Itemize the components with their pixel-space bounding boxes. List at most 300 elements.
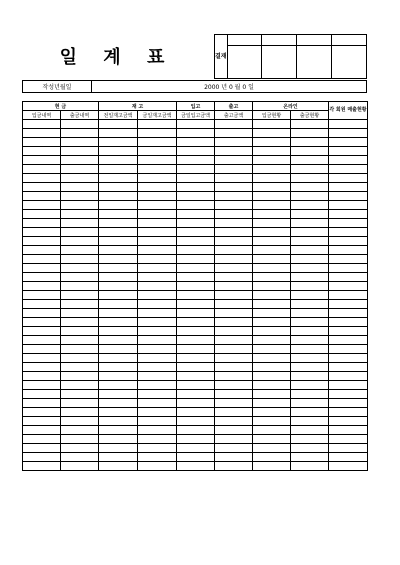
table-cell[interactable] bbox=[329, 417, 368, 426]
table-cell[interactable] bbox=[291, 192, 329, 201]
table-cell[interactable] bbox=[23, 453, 61, 462]
table-cell[interactable] bbox=[138, 381, 177, 390]
table-cell[interactable] bbox=[177, 291, 215, 300]
table-cell[interactable] bbox=[215, 291, 253, 300]
table-cell[interactable] bbox=[291, 408, 329, 417]
table-cell[interactable] bbox=[215, 381, 253, 390]
table-cell[interactable] bbox=[329, 129, 368, 138]
table-cell[interactable] bbox=[291, 453, 329, 462]
table-cell[interactable] bbox=[23, 183, 61, 192]
table-cell[interactable] bbox=[99, 174, 138, 183]
approval-sign-cell[interactable] bbox=[227, 46, 262, 79]
table-cell[interactable] bbox=[177, 399, 215, 408]
table-cell[interactable] bbox=[177, 435, 215, 444]
table-cell[interactable] bbox=[215, 183, 253, 192]
table-cell[interactable] bbox=[291, 129, 329, 138]
table-cell[interactable] bbox=[253, 255, 291, 264]
approval-sign-cell[interactable] bbox=[332, 46, 367, 79]
table-cell[interactable] bbox=[253, 183, 291, 192]
table-cell[interactable] bbox=[61, 435, 99, 444]
table-cell[interactable] bbox=[99, 138, 138, 147]
table-cell[interactable] bbox=[215, 390, 253, 399]
table-cell[interactable] bbox=[329, 237, 368, 246]
table-cell[interactable] bbox=[291, 444, 329, 453]
table-cell[interactable] bbox=[291, 327, 329, 336]
table-cell[interactable] bbox=[177, 129, 215, 138]
table-cell[interactable] bbox=[99, 237, 138, 246]
table-cell[interactable] bbox=[329, 291, 368, 300]
table-cell[interactable] bbox=[177, 417, 215, 426]
table-cell[interactable] bbox=[61, 309, 99, 318]
table-cell[interactable] bbox=[177, 309, 215, 318]
table-cell[interactable] bbox=[215, 327, 253, 336]
table-cell[interactable] bbox=[138, 426, 177, 435]
table-cell[interactable] bbox=[291, 147, 329, 156]
table-cell[interactable] bbox=[329, 183, 368, 192]
table-cell[interactable] bbox=[99, 399, 138, 408]
table-cell[interactable] bbox=[291, 381, 329, 390]
table-cell[interactable] bbox=[99, 219, 138, 228]
table-cell[interactable] bbox=[138, 228, 177, 237]
table-cell[interactable] bbox=[215, 210, 253, 219]
table-cell[interactable] bbox=[99, 129, 138, 138]
table-cell[interactable] bbox=[253, 327, 291, 336]
table-cell[interactable] bbox=[61, 255, 99, 264]
table-cell[interactable] bbox=[99, 156, 138, 165]
table-cell[interactable] bbox=[215, 255, 253, 264]
table-cell[interactable] bbox=[138, 147, 177, 156]
table-cell[interactable] bbox=[138, 246, 177, 255]
table-cell[interactable] bbox=[99, 165, 138, 174]
table-cell[interactable] bbox=[99, 300, 138, 309]
table-cell[interactable] bbox=[215, 372, 253, 381]
table-cell[interactable] bbox=[23, 390, 61, 399]
table-cell[interactable] bbox=[177, 318, 215, 327]
table-cell[interactable] bbox=[61, 129, 99, 138]
table-cell[interactable] bbox=[253, 219, 291, 228]
table-cell[interactable] bbox=[138, 390, 177, 399]
table-cell[interactable] bbox=[291, 426, 329, 435]
table-cell[interactable] bbox=[291, 309, 329, 318]
table-cell[interactable] bbox=[215, 264, 253, 273]
table-cell[interactable] bbox=[291, 399, 329, 408]
table-cell[interactable] bbox=[99, 453, 138, 462]
table-cell[interactable] bbox=[61, 120, 99, 129]
table-cell[interactable] bbox=[329, 390, 368, 399]
table-cell[interactable] bbox=[215, 156, 253, 165]
table-cell[interactable] bbox=[138, 192, 177, 201]
table-cell[interactable] bbox=[61, 192, 99, 201]
table-cell[interactable] bbox=[99, 255, 138, 264]
table-cell[interactable] bbox=[61, 444, 99, 453]
table-cell[interactable] bbox=[23, 237, 61, 246]
table-cell[interactable] bbox=[329, 228, 368, 237]
table-cell[interactable] bbox=[61, 273, 99, 282]
table-cell[interactable] bbox=[215, 417, 253, 426]
table-cell[interactable] bbox=[99, 120, 138, 129]
approval-cell[interactable] bbox=[227, 35, 262, 46]
table-cell[interactable] bbox=[61, 372, 99, 381]
table-cell[interactable] bbox=[61, 336, 99, 345]
table-cell[interactable] bbox=[253, 237, 291, 246]
table-cell[interactable] bbox=[291, 174, 329, 183]
table-cell[interactable] bbox=[329, 363, 368, 372]
table-cell[interactable] bbox=[177, 210, 215, 219]
table-cell[interactable] bbox=[215, 219, 253, 228]
table-cell[interactable] bbox=[177, 336, 215, 345]
table-cell[interactable] bbox=[291, 210, 329, 219]
table-cell[interactable] bbox=[99, 345, 138, 354]
table-cell[interactable] bbox=[61, 399, 99, 408]
table-cell[interactable] bbox=[329, 399, 368, 408]
table-cell[interactable] bbox=[138, 453, 177, 462]
table-cell[interactable] bbox=[253, 174, 291, 183]
table-cell[interactable] bbox=[61, 246, 99, 255]
table-cell[interactable] bbox=[253, 462, 291, 471]
table-cell[interactable] bbox=[99, 435, 138, 444]
table-cell[interactable] bbox=[138, 183, 177, 192]
table-cell[interactable] bbox=[99, 372, 138, 381]
table-cell[interactable] bbox=[177, 228, 215, 237]
table-cell[interactable] bbox=[291, 435, 329, 444]
table-cell[interactable] bbox=[253, 228, 291, 237]
table-cell[interactable] bbox=[61, 390, 99, 399]
table-cell[interactable] bbox=[23, 129, 61, 138]
table-cell[interactable] bbox=[177, 255, 215, 264]
table-cell[interactable] bbox=[23, 255, 61, 264]
table-cell[interactable] bbox=[291, 291, 329, 300]
table-cell[interactable] bbox=[215, 237, 253, 246]
table-cell[interactable] bbox=[61, 165, 99, 174]
table-cell[interactable] bbox=[99, 462, 138, 471]
table-cell[interactable] bbox=[329, 174, 368, 183]
table-cell[interactable] bbox=[215, 147, 253, 156]
table-cell[interactable] bbox=[291, 264, 329, 273]
table-cell[interactable] bbox=[23, 372, 61, 381]
table-cell[interactable] bbox=[138, 201, 177, 210]
table-cell[interactable] bbox=[329, 156, 368, 165]
table-cell[interactable] bbox=[215, 336, 253, 345]
table-cell[interactable] bbox=[61, 426, 99, 435]
table-cell[interactable] bbox=[61, 462, 99, 471]
table-cell[interactable] bbox=[138, 264, 177, 273]
table-cell[interactable] bbox=[99, 318, 138, 327]
approval-cell[interactable] bbox=[297, 35, 332, 46]
table-cell[interactable] bbox=[253, 129, 291, 138]
table-cell[interactable] bbox=[23, 273, 61, 282]
table-cell[interactable] bbox=[215, 444, 253, 453]
table-cell[interactable] bbox=[291, 201, 329, 210]
table-cell[interactable] bbox=[177, 363, 215, 372]
table-cell[interactable] bbox=[138, 363, 177, 372]
table-cell[interactable] bbox=[23, 345, 61, 354]
table-cell[interactable] bbox=[215, 435, 253, 444]
table-cell[interactable] bbox=[99, 417, 138, 426]
table-cell[interactable] bbox=[329, 435, 368, 444]
table-cell[interactable] bbox=[215, 363, 253, 372]
table-cell[interactable] bbox=[253, 192, 291, 201]
table-cell[interactable] bbox=[177, 201, 215, 210]
table-cell[interactable] bbox=[291, 228, 329, 237]
table-cell[interactable] bbox=[138, 165, 177, 174]
table-cell[interactable] bbox=[253, 372, 291, 381]
table-cell[interactable] bbox=[177, 345, 215, 354]
table-cell[interactable] bbox=[215, 174, 253, 183]
table-cell[interactable] bbox=[253, 201, 291, 210]
table-cell[interactable] bbox=[329, 192, 368, 201]
table-cell[interactable] bbox=[138, 318, 177, 327]
table-cell[interactable] bbox=[215, 246, 253, 255]
table-cell[interactable] bbox=[215, 462, 253, 471]
table-cell[interactable] bbox=[23, 327, 61, 336]
table-cell[interactable] bbox=[138, 219, 177, 228]
table-cell[interactable] bbox=[253, 156, 291, 165]
table-cell[interactable] bbox=[177, 264, 215, 273]
table-cell[interactable] bbox=[329, 372, 368, 381]
table-cell[interactable] bbox=[253, 345, 291, 354]
table-cell[interactable] bbox=[329, 354, 368, 363]
table-cell[interactable] bbox=[138, 291, 177, 300]
table-cell[interactable] bbox=[138, 237, 177, 246]
table-cell[interactable] bbox=[23, 174, 61, 183]
table-cell[interactable] bbox=[177, 354, 215, 363]
table-cell[interactable] bbox=[23, 408, 61, 417]
table-cell[interactable] bbox=[329, 444, 368, 453]
table-cell[interactable] bbox=[329, 264, 368, 273]
table-cell[interactable] bbox=[61, 291, 99, 300]
table-cell[interactable] bbox=[23, 210, 61, 219]
table-cell[interactable] bbox=[61, 327, 99, 336]
table-cell[interactable] bbox=[23, 363, 61, 372]
table-cell[interactable] bbox=[177, 444, 215, 453]
table-cell[interactable] bbox=[253, 300, 291, 309]
table-cell[interactable] bbox=[23, 444, 61, 453]
table-cell[interactable] bbox=[291, 138, 329, 147]
table-cell[interactable] bbox=[23, 291, 61, 300]
table-cell[interactable] bbox=[329, 327, 368, 336]
table-cell[interactable] bbox=[99, 408, 138, 417]
table-cell[interactable] bbox=[61, 381, 99, 390]
table-cell[interactable] bbox=[138, 417, 177, 426]
table-cell[interactable] bbox=[23, 435, 61, 444]
table-cell[interactable] bbox=[291, 273, 329, 282]
table-cell[interactable] bbox=[215, 165, 253, 174]
table-cell[interactable] bbox=[23, 300, 61, 309]
table-cell[interactable] bbox=[138, 300, 177, 309]
table-cell[interactable] bbox=[99, 309, 138, 318]
table-cell[interactable] bbox=[23, 246, 61, 255]
table-cell[interactable] bbox=[291, 237, 329, 246]
table-cell[interactable] bbox=[99, 246, 138, 255]
table-cell[interactable] bbox=[215, 399, 253, 408]
table-cell[interactable] bbox=[291, 120, 329, 129]
table-cell[interactable] bbox=[138, 408, 177, 417]
table-cell[interactable] bbox=[99, 381, 138, 390]
table-cell[interactable] bbox=[215, 426, 253, 435]
table-cell[interactable] bbox=[61, 228, 99, 237]
table-cell[interactable] bbox=[291, 156, 329, 165]
table-cell[interactable] bbox=[177, 408, 215, 417]
table-cell[interactable] bbox=[23, 282, 61, 291]
table-cell[interactable] bbox=[291, 183, 329, 192]
table-cell[interactable] bbox=[61, 408, 99, 417]
table-cell[interactable] bbox=[177, 219, 215, 228]
table-cell[interactable] bbox=[177, 246, 215, 255]
table-cell[interactable] bbox=[23, 228, 61, 237]
table-cell[interactable] bbox=[138, 399, 177, 408]
table-cell[interactable] bbox=[99, 210, 138, 219]
table-cell[interactable] bbox=[329, 300, 368, 309]
table-cell[interactable] bbox=[253, 246, 291, 255]
table-cell[interactable] bbox=[253, 165, 291, 174]
table-cell[interactable] bbox=[61, 201, 99, 210]
table-cell[interactable] bbox=[61, 147, 99, 156]
table-cell[interactable] bbox=[138, 174, 177, 183]
table-cell[interactable] bbox=[23, 192, 61, 201]
table-cell[interactable] bbox=[329, 282, 368, 291]
table-cell[interactable] bbox=[23, 147, 61, 156]
table-cell[interactable] bbox=[177, 282, 215, 291]
table-cell[interactable] bbox=[177, 138, 215, 147]
table-cell[interactable] bbox=[291, 336, 329, 345]
table-cell[interactable] bbox=[99, 327, 138, 336]
table-cell[interactable] bbox=[138, 345, 177, 354]
table-cell[interactable] bbox=[138, 120, 177, 129]
table-cell[interactable] bbox=[138, 156, 177, 165]
table-cell[interactable] bbox=[291, 219, 329, 228]
table-cell[interactable] bbox=[99, 273, 138, 282]
table-cell[interactable] bbox=[215, 282, 253, 291]
table-cell[interactable] bbox=[138, 435, 177, 444]
table-cell[interactable] bbox=[61, 318, 99, 327]
table-cell[interactable] bbox=[291, 282, 329, 291]
table-cell[interactable] bbox=[99, 363, 138, 372]
table-cell[interactable] bbox=[329, 165, 368, 174]
table-cell[interactable] bbox=[329, 381, 368, 390]
table-cell[interactable] bbox=[177, 237, 215, 246]
table-cell[interactable] bbox=[23, 165, 61, 174]
table-cell[interactable] bbox=[291, 246, 329, 255]
table-cell[interactable] bbox=[329, 210, 368, 219]
table-cell[interactable] bbox=[177, 381, 215, 390]
table-cell[interactable] bbox=[253, 435, 291, 444]
table-cell[interactable] bbox=[253, 210, 291, 219]
table-cell[interactable] bbox=[138, 282, 177, 291]
table-cell[interactable] bbox=[215, 138, 253, 147]
table-cell[interactable] bbox=[23, 219, 61, 228]
table-cell[interactable] bbox=[329, 219, 368, 228]
table-cell[interactable] bbox=[253, 147, 291, 156]
table-cell[interactable] bbox=[253, 426, 291, 435]
table-cell[interactable] bbox=[215, 228, 253, 237]
table-cell[interactable] bbox=[253, 444, 291, 453]
table-cell[interactable] bbox=[253, 273, 291, 282]
table-cell[interactable] bbox=[99, 264, 138, 273]
table-cell[interactable] bbox=[291, 165, 329, 174]
table-cell[interactable] bbox=[253, 453, 291, 462]
table-cell[interactable] bbox=[177, 462, 215, 471]
table-cell[interactable] bbox=[215, 453, 253, 462]
table-cell[interactable] bbox=[291, 354, 329, 363]
table-cell[interactable] bbox=[291, 318, 329, 327]
table-cell[interactable] bbox=[61, 345, 99, 354]
table-cell[interactable] bbox=[138, 462, 177, 471]
table-cell[interactable] bbox=[329, 336, 368, 345]
table-cell[interactable] bbox=[138, 327, 177, 336]
table-cell[interactable] bbox=[23, 462, 61, 471]
table-cell[interactable] bbox=[99, 336, 138, 345]
table-cell[interactable] bbox=[215, 309, 253, 318]
table-cell[interactable] bbox=[177, 300, 215, 309]
table-cell[interactable] bbox=[138, 129, 177, 138]
table-cell[interactable] bbox=[61, 354, 99, 363]
table-cell[interactable] bbox=[138, 255, 177, 264]
table-cell[interactable] bbox=[138, 336, 177, 345]
table-cell[interactable] bbox=[329, 273, 368, 282]
table-cell[interactable] bbox=[61, 300, 99, 309]
table-cell[interactable] bbox=[177, 192, 215, 201]
table-cell[interactable] bbox=[138, 210, 177, 219]
table-cell[interactable] bbox=[329, 408, 368, 417]
approval-cell[interactable] bbox=[332, 35, 367, 46]
table-cell[interactable] bbox=[253, 264, 291, 273]
table-cell[interactable] bbox=[99, 291, 138, 300]
table-cell[interactable] bbox=[215, 192, 253, 201]
table-cell[interactable] bbox=[215, 201, 253, 210]
table-cell[interactable] bbox=[99, 390, 138, 399]
table-cell[interactable] bbox=[23, 381, 61, 390]
table-cell[interactable] bbox=[329, 453, 368, 462]
table-cell[interactable] bbox=[253, 408, 291, 417]
table-cell[interactable] bbox=[215, 300, 253, 309]
table-cell[interactable] bbox=[99, 228, 138, 237]
table-cell[interactable] bbox=[329, 462, 368, 471]
date-value[interactable]: 2000 년 0 월 0 일 bbox=[92, 81, 367, 93]
table-cell[interactable] bbox=[253, 120, 291, 129]
table-cell[interactable] bbox=[329, 318, 368, 327]
table-cell[interactable] bbox=[138, 372, 177, 381]
table-cell[interactable] bbox=[61, 156, 99, 165]
table-cell[interactable] bbox=[23, 318, 61, 327]
table-cell[interactable] bbox=[177, 183, 215, 192]
table-cell[interactable] bbox=[61, 453, 99, 462]
table-cell[interactable] bbox=[253, 363, 291, 372]
table-cell[interactable] bbox=[23, 426, 61, 435]
table-cell[interactable] bbox=[329, 147, 368, 156]
table-cell[interactable] bbox=[138, 309, 177, 318]
table-cell[interactable] bbox=[177, 273, 215, 282]
table-cell[interactable] bbox=[23, 138, 61, 147]
table-cell[interactable] bbox=[253, 309, 291, 318]
table-cell[interactable] bbox=[177, 390, 215, 399]
table-cell[interactable] bbox=[329, 309, 368, 318]
table-cell[interactable] bbox=[177, 327, 215, 336]
table-cell[interactable] bbox=[99, 282, 138, 291]
table-cell[interactable] bbox=[329, 426, 368, 435]
table-cell[interactable] bbox=[177, 156, 215, 165]
table-cell[interactable] bbox=[291, 462, 329, 471]
table-cell[interactable] bbox=[61, 210, 99, 219]
table-cell[interactable] bbox=[61, 174, 99, 183]
table-cell[interactable] bbox=[329, 345, 368, 354]
table-cell[interactable] bbox=[215, 120, 253, 129]
table-cell[interactable] bbox=[177, 120, 215, 129]
table-cell[interactable] bbox=[177, 147, 215, 156]
table-cell[interactable] bbox=[99, 354, 138, 363]
table-cell[interactable] bbox=[215, 129, 253, 138]
table-cell[interactable] bbox=[253, 318, 291, 327]
table-cell[interactable] bbox=[61, 264, 99, 273]
